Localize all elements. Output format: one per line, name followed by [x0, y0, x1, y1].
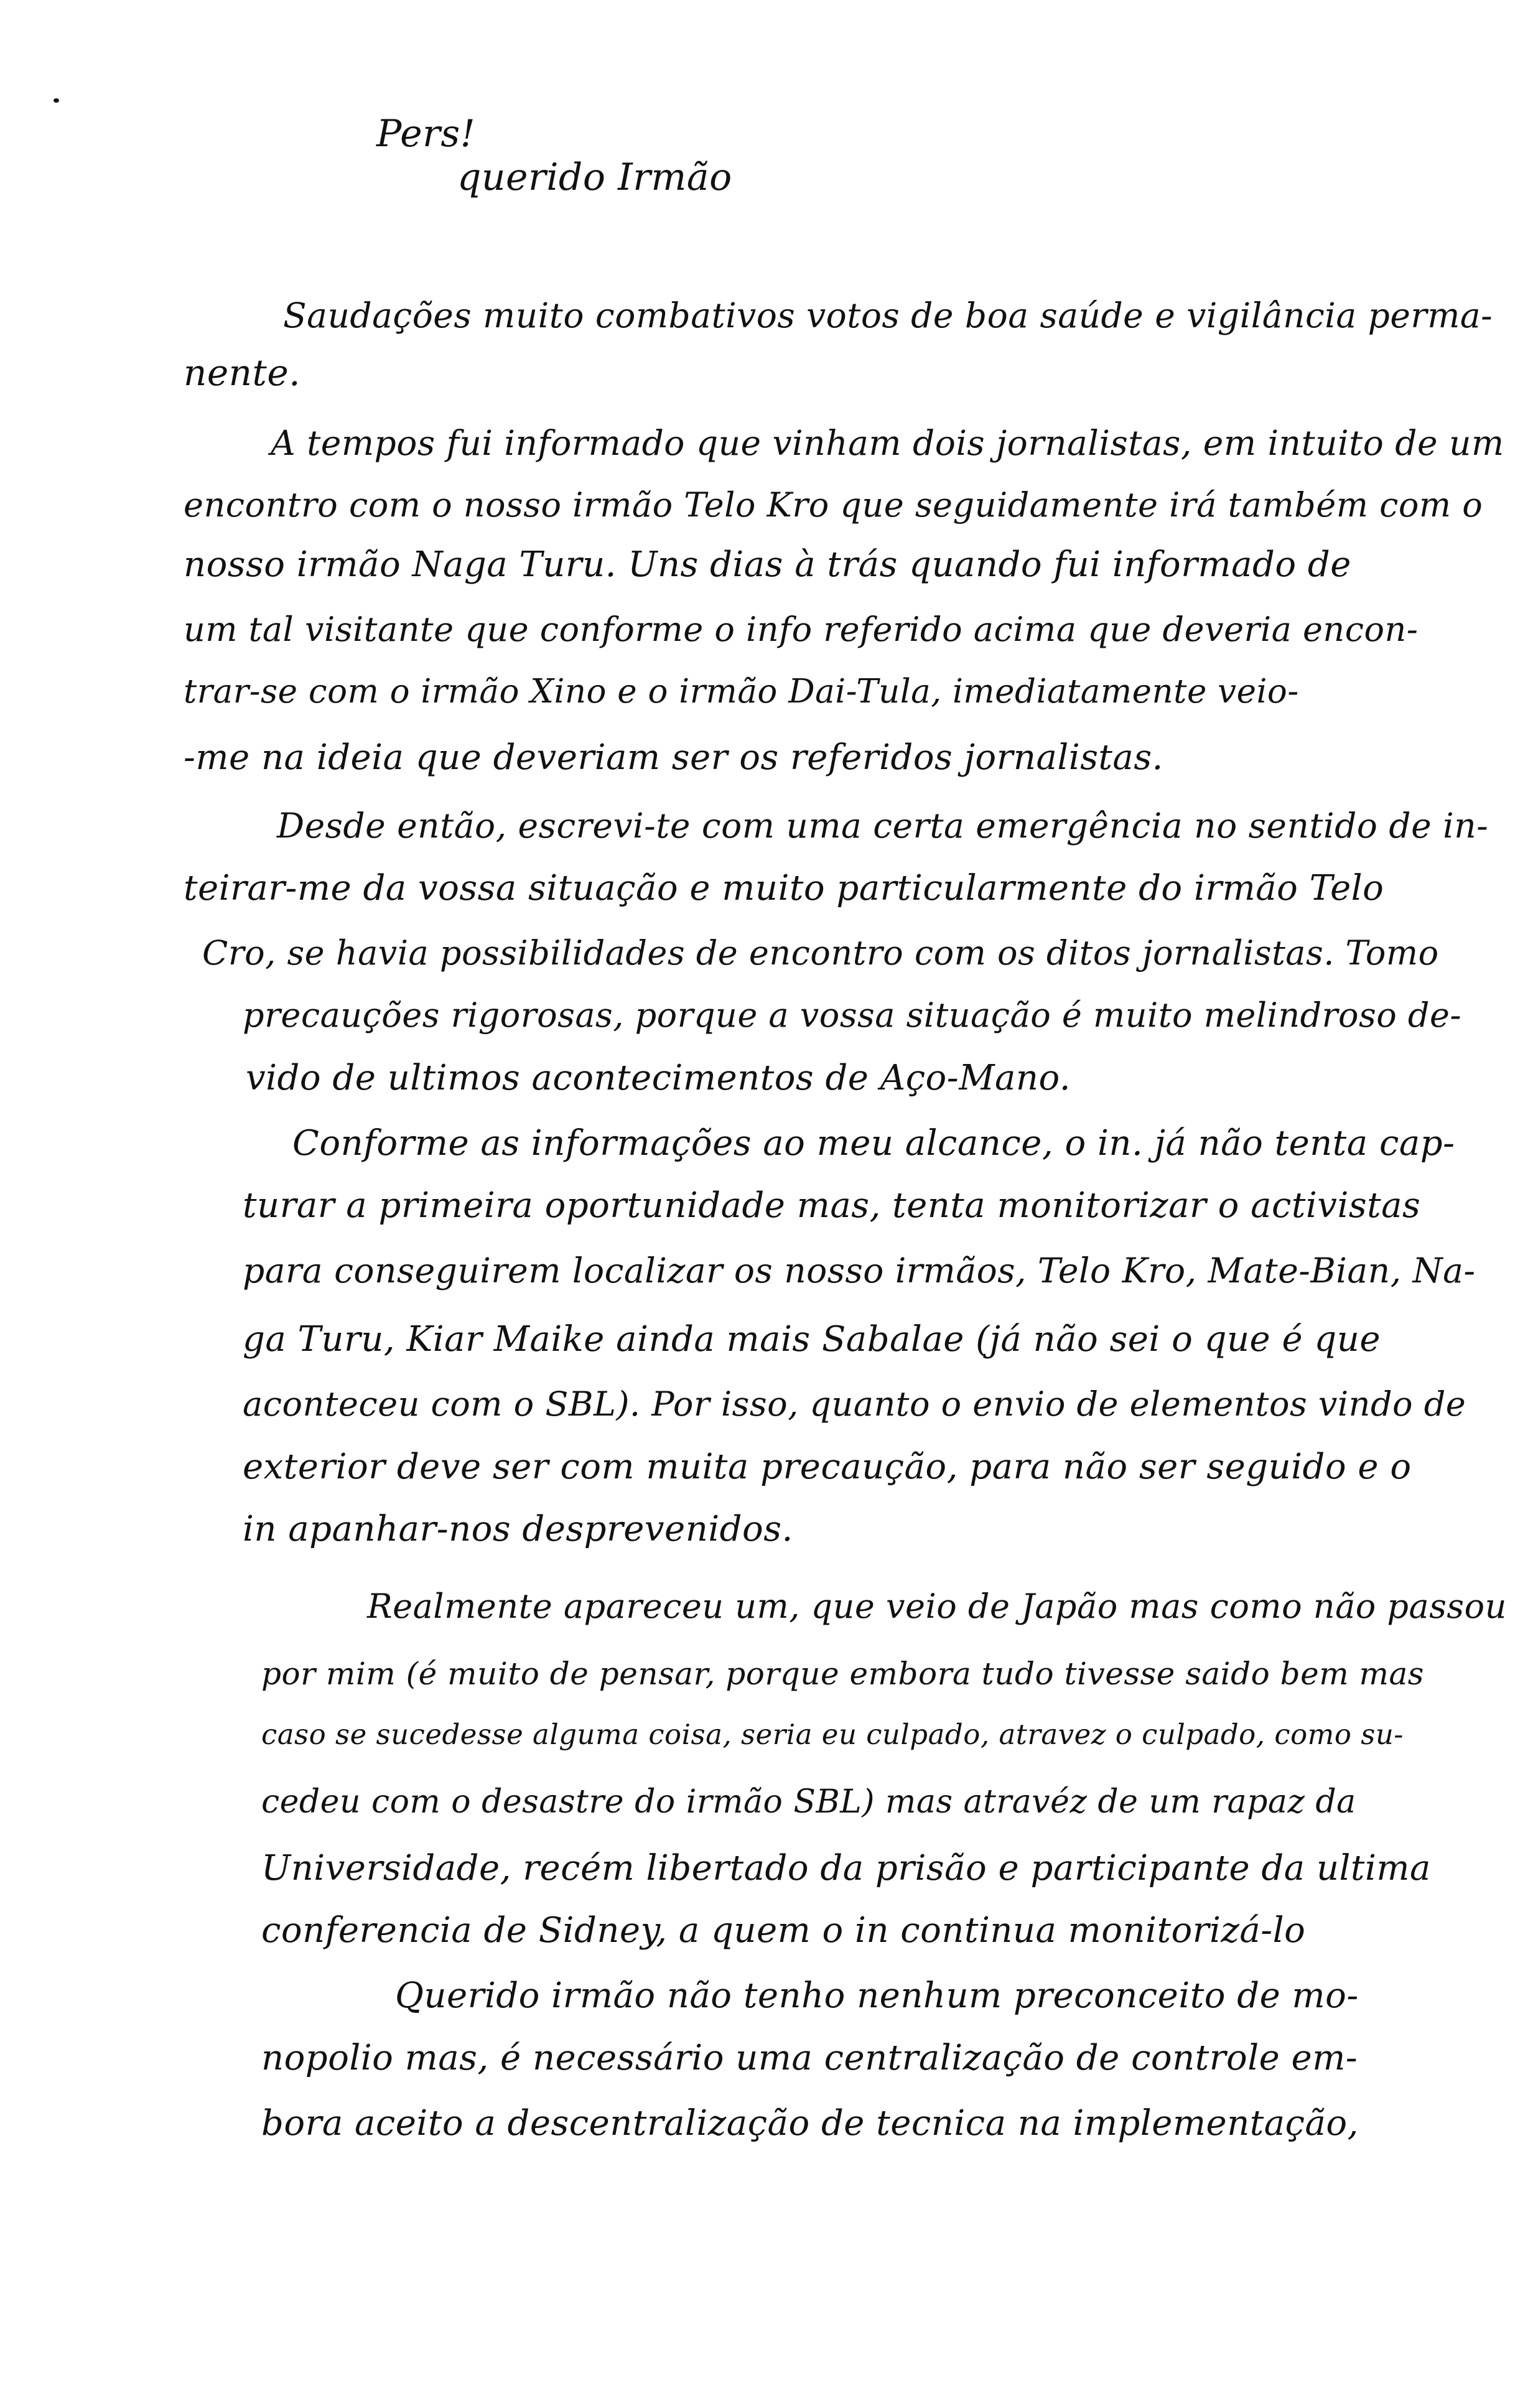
letter-line: um tal visitante que conforme o info referido acima que deveria encon-	[184, 610, 1419, 649]
letter-line: A tempos fui informado que vinham dois jornalistas, em intuito de um	[271, 423, 1504, 463]
letter-line: Realmente apareceu um, que veio de Japão mas como não passou	[367, 1587, 1507, 1626]
letter-line: para conseguirem localizar os nosso irmãos, Telo Kro, Mate-Bian, Na-	[243, 1251, 1476, 1290]
letter-line: caso se sucedesse alguma coisa, seria eu culpado, atravez o culpado, como su-	[261, 1718, 1404, 1751]
letter-line: encontro com o nosso irmão Telo Kro que seguidamente irá também com o	[184, 485, 1483, 525]
letter-line: Conforme as informações ao meu alcance, o in. já não tenta cap-	[292, 1123, 1455, 1164]
letter-line: Universidade, recém libertado da prisão e participante da ultima	[261, 1848, 1431, 1888]
letter-line: bora aceito a descentralização de tecnica na implementação,	[261, 2103, 1359, 2144]
letter-line: teirar-me da vossa situação e muito particularmente do irmão Telo	[184, 868, 1384, 908]
letter-line: Desde então, escrevi-te com uma certa emergência no sentido de in-	[277, 806, 1489, 846]
letter-line: Pers!	[376, 112, 476, 156]
letter-line: querido Irmão	[457, 156, 732, 199]
letter-line: -me na ideia que deveriam ser os referidos jornalistas.	[184, 737, 1163, 778]
letter-line: exterior deve ser com muita precaução, para não ser seguido e o	[243, 1447, 1412, 1487]
letter-line: Cro, se havia possibilidades de encontro com os ditos jornalistas. Tomo	[202, 933, 1439, 973]
letter-line: Saudações muito combativos votos de boa saúde e vigilância perma-	[283, 296, 1493, 335]
letter-line: precauções rigorosas, porque a vossa situação é muito melindroso de-	[243, 996, 1462, 1035]
letter-line: trar-se com o irmão Xino e o irmão Dai-Tula, imediatamente veio-	[184, 673, 1299, 711]
letter-line: por mim (é muito de pensar, porque embora tudo tivesse saido bem mas	[261, 1656, 1424, 1692]
letter-line: nente.	[184, 352, 301, 394]
letter-line: turar a primeira oportunidade mas, tenta monitorizar o activistas	[243, 1185, 1421, 1226]
letter-line: vido de ultimos acontecimentos de Aço-Mano.	[246, 1058, 1071, 1098]
letter-line: conferencia de Sidney, a quem o in continua monitorizá-lo	[261, 1910, 1306, 1951]
ink-speck	[54, 98, 59, 103]
letter-line: aconteceu com o SBL). Por isso, quanto o envio de elementos vindo de	[243, 1384, 1466, 1424]
letter-line: Querido irmão não tenho nenhum preconceito de mo-	[395, 1976, 1359, 2016]
letter-line: in apanhar-nos desprevenidos.	[243, 1509, 793, 1549]
letter-line: nopolio mas, é necessário uma centralização de controle em-	[261, 2038, 1358, 2078]
letter-line: ga Turu, Kiar Maike ainda mais Sabalae (já não sei o que é que	[243, 1319, 1381, 1360]
letter-line: cedeu com o desastre do irmão SBL) mas atravéz de um rapaz da	[261, 1783, 1356, 1821]
letter-line: nosso irmão Naga Turu. Uns dias à trás quando fui informado de	[184, 544, 1351, 585]
